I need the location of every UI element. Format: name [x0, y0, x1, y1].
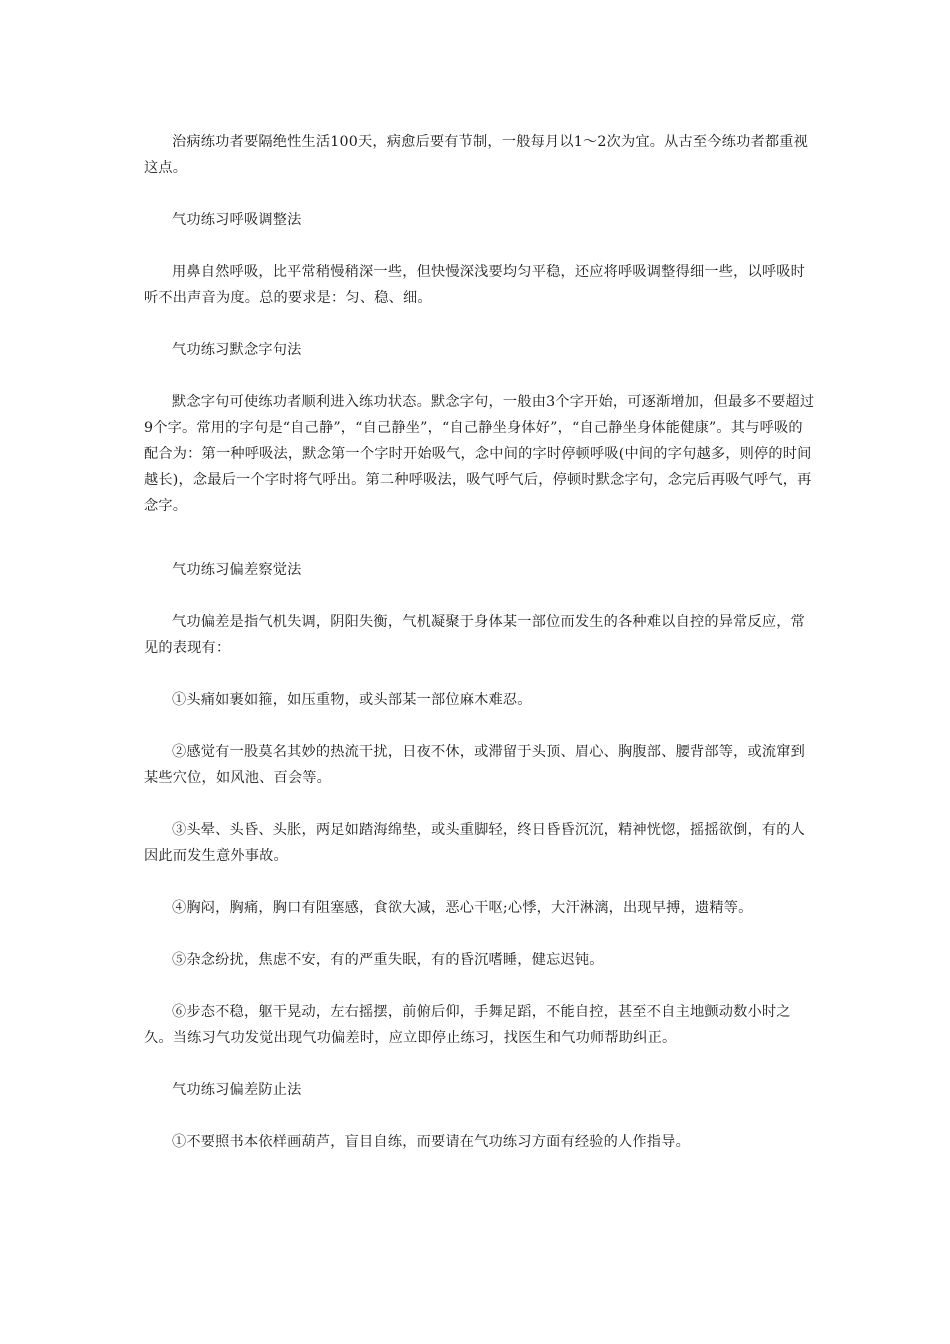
list-item-6: ⑥步态不稳，躯干晃动，左右摇摆，前俯后仰，手舞足蹈，不能自控，甚至不自主地颤动数小时之久。当练习气功发觉出现气功偏差时，应立即停止练习，找医生和气功师帮助纠正。 [144, 1004, 791, 1046]
heading-deviation-prevention: 气功练习偏差防止法 [172, 1082, 302, 1098]
paragraph-recitation: 默念字句可使练功者顺利进入练功状态。默念字句，一般由3个字开始，可逐渐增加，但最多不要超过9个字。常用的字句是“自己静”，“自己静坐”，“自己静坐身体好”，“自己静坐身体能健康”。其与呼吸的配合为：第一种呼吸法，默念第一个字时开始吸气，念中间的字时停顿呼吸(中间的字句越多，则停的时间越长)，念最后一个字时将气呼出。第二种呼吸法，吸气呼气后，停顿时默念字句，念完后再吸气呼气，再念字。 [144, 394, 815, 514]
heading-breathing-method: 气功练习呼吸调整法 [172, 212, 302, 228]
paragraph-deviation-intro: 气功偏差是指气机失调，阴阳失衡，气机凝聚于身体某一部位而发生的各种难以自控的异常反应，常见的表现有： [144, 614, 806, 656]
heading-deviation-detection: 气功练习偏差察觉法 [172, 562, 302, 578]
list-item-prevention-1: ①不要照书本依样画葫芦，盲目自练，而要请在气功练习方面有经验的人作指导。 [172, 1134, 690, 1150]
list-item-4: ④胸闷，胸痛，胸口有阻塞感，食欲大减，恶心干呕;心悸，大汗淋漓，出现早搏，遗精等。 [172, 900, 753, 916]
list-item-3: ③头晕、头昏、头胀，两足如踏海绵垫，或头重脚轻，终日昏昏沉沉，精神恍惚，摇摇欲倒，有的人因此而发生意外事故。 [144, 822, 806, 864]
heading-recitation-method: 气功练习默念字句法 [172, 342, 302, 358]
paragraph-abstinence: 治病练功者要隔绝性生活100天，病愈后要有节制，一般每月以1～2次为宜。从古至今练功者都重视这点。 [144, 134, 809, 176]
list-item-1: ①头痛如裹如箍，如压重物，或头部某一部位麻木难忍。 [172, 692, 532, 708]
list-item-5: ⑤杂念纷扰，焦虑不安，有的严重失眠，有的昏沉嗜睡，健忘迟钝。 [172, 952, 604, 968]
paragraph-breathing: 用鼻自然呼吸，比平常稍慢稍深一些，但快慢深浅要均匀平稳，还应将呼吸调整得细一些，以呼吸时听不出声音为度。总的要求是：匀、稳、细。 [144, 264, 806, 306]
list-item-2: ②感觉有一股莫名其妙的热流干扰，日夜不休，或滞留于头顶、眉心、胸腹部、腰背部等，或流窜到某些穴位，如风池、百会等。 [144, 744, 806, 786]
